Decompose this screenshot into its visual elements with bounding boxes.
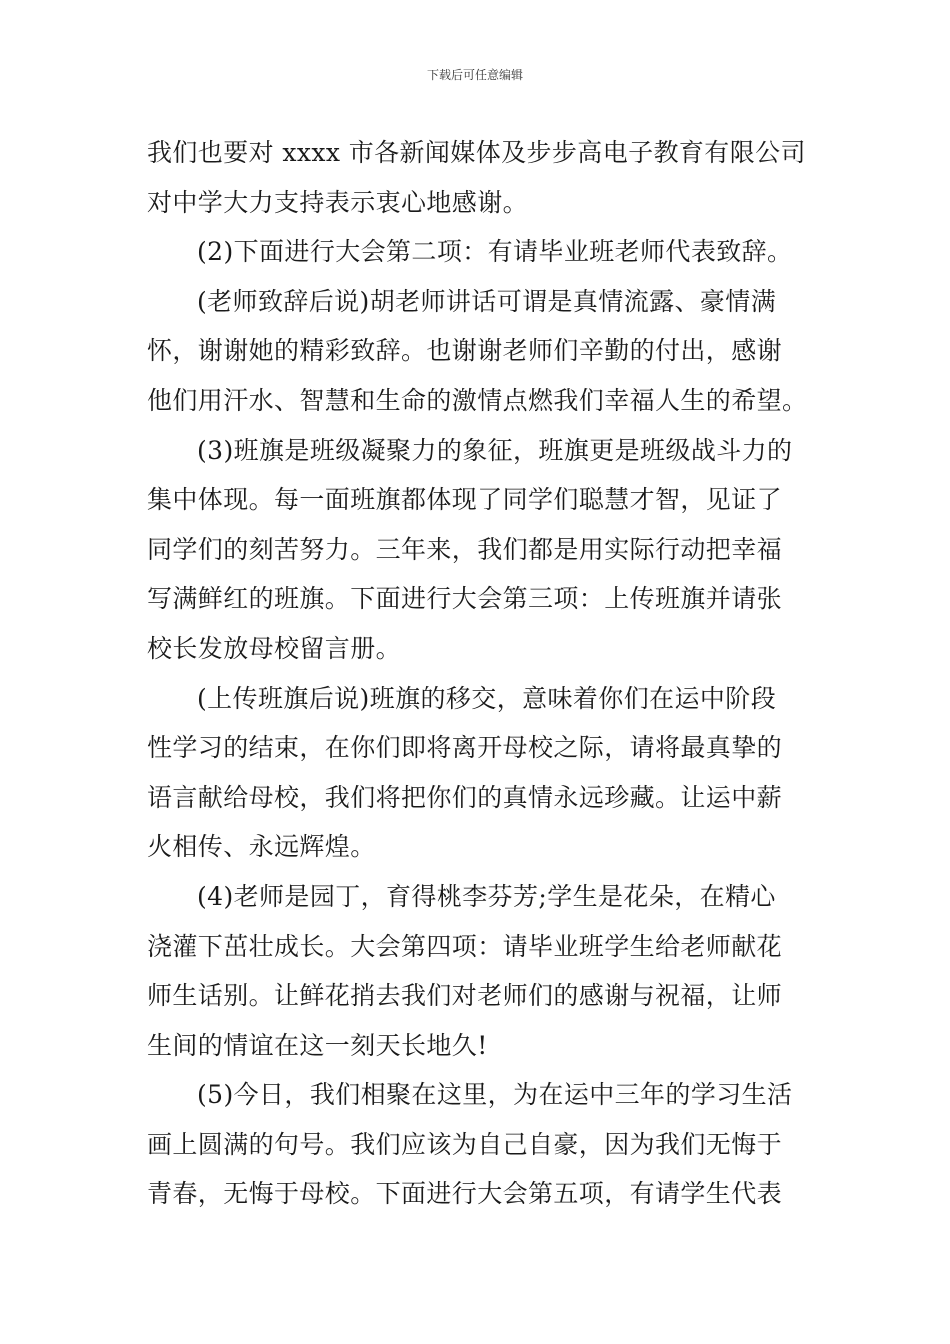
text-line: 集中体现。每一面班旗都体现了同学们聪慧才智，见证了	[147, 485, 783, 515]
page-header: 下载后可任意编辑	[426, 68, 523, 82]
text-line: 他们用汗水、智慧和生命的激情点燃我们幸福人生的希望。	[147, 385, 807, 415]
text-line: 生间的情谊在这一刻天长地久!	[147, 1030, 488, 1060]
text-line: 语言献给母校，我们将把你们的真情永远珍藏。让运中薪	[147, 782, 783, 812]
text-line: (老师致辞后说)胡老师讲话可谓是真情流露、豪情满	[197, 286, 777, 316]
text-line: 青春，无悔于母校。下面进行大会第五项，有请学生代表	[147, 1179, 783, 1209]
text-line: 怀，谢谢她的精彩致辞。也谢谢老师们辛勤的付出，感谢	[147, 336, 783, 366]
text-line: 师生话别。让鲜花捎去我们对老师们的感谢与祝福，让师	[147, 981, 783, 1011]
text-line: (上传班旗后说)班旗的移交，意味着你们在运中阶段	[197, 683, 777, 713]
text-line: 写满鲜红的班旗。下面进行大会第三项：上传班旗并请张	[147, 584, 783, 614]
text-line: (3)班旗是班级凝聚力的象征，班旗更是班级战斗力的	[197, 435, 793, 465]
document-body	[147, 128, 807, 1219]
text-line: (5)今日，我们相聚在这里，为在运中三年的学习生活	[197, 1080, 793, 1110]
text-line: 校长发放母校留言册。	[147, 633, 402, 663]
text-line: 同学们的刻苦努力。三年来，我们都是用实际行动把幸福	[147, 534, 783, 564]
text-line: 性学习的结束，在你们即将离开母校之际，请将最真挚的	[147, 733, 783, 763]
text-line: 浇灌下茁壮成长。大会第四项：请毕业班学生给老师献花	[147, 931, 783, 961]
text-line: (4)老师是园丁，育得桃李芬芳;学生是花朵，在精心	[197, 881, 776, 911]
text-line: 对中学大力支持表示衷心地感谢。	[147, 187, 529, 217]
text-line: 我们也要对 xxxx 市各新闻媒体及步步高电子教育有限公司	[147, 138, 806, 167]
text-line: (2)下面进行大会第二项：有请毕业班老师代表致辞。	[197, 237, 793, 267]
text-line: 火相传、永远辉煌。	[147, 832, 376, 862]
text-line: 画上圆满的句号。我们应该为自己自豪，因为我们无悔于	[147, 1129, 783, 1159]
